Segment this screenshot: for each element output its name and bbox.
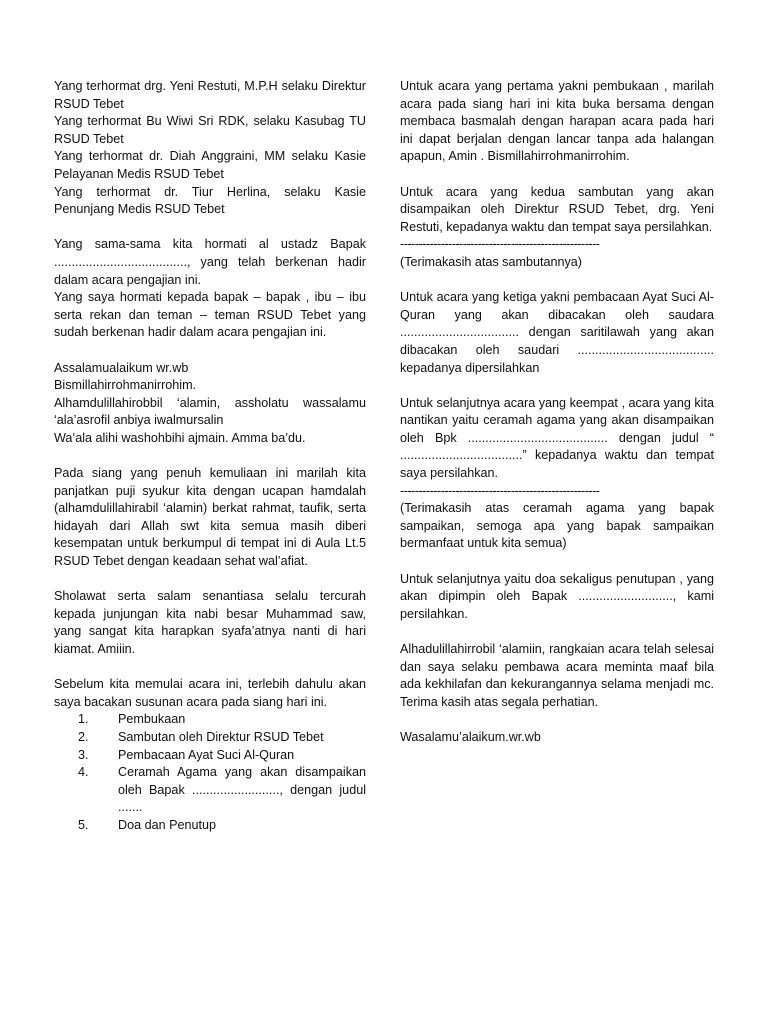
greeting-line: Yang terhormat dr. Diah Anggraini, MM selaku Kasie Pelayanan Medis RSUD Tebet [54,149,366,181]
agenda-text: Sambutan oleh Direktur RSUD Tebet [118,729,324,744]
agenda-number: 2. [78,729,89,744]
agenda-number: 5. [78,817,89,832]
greeting-line: Yang terhormat drg. Yeni Restuti, M.P.H selaku Direktur RSUD Tebet [54,79,366,111]
thanks-ceramah: (Terimakasih atas ceramah agama yang bapak sampaikan, semoga apa yang bapak sampaikan bermanfaat untuk kita semua) [400,501,714,551]
ceramah-paragraph: Untuk selanjutnya acara yang keempat , acara yang kita nantikan yaitu ceramah agama yang akan disampaikan oleh Bpk ........................................ dengan judul “ ...................................” kepadanya waktu dan tempat saya persilahkan. [400,395,714,481]
syukur-paragraph: Pada siang yang penuh kemuliaan ini marilah kita panjatkan puji syukur kita dengan ucapan hamdalah (alhamdulillahirabil ‘alamin) berkat rahmat, taufik, serta hidayah dari Allah swt kita semua masih diberi kesempatan untuk berkumpul di tempat ini di Aula Lt.5 RSUD Tebet dengan keadaan sehat wal’afiat. [54,466,366,569]
respect-paragraph: Yang saya hormati kepada bapak – bapak , ibu – ibu serta rekan dan teman – teman RSUD Tebet yang sudah berkenan hadir dalam acara pengajian ini. [54,290,366,340]
agenda-item [54,764,366,817]
agenda-text: Doa dan Penutup [118,817,217,832]
amma-badu-line: Wa’ala alihi washohbihi ajmain. Amma ba’du. [54,430,306,445]
left-column [54,78,366,835]
sholawat-paragraph: Sholawat serta salam senantiasa selalu tercurah kepada junjungan kita nabi besar Muhammad saw, yang sangat kita harapkan syafa’atnya nanti di hari kiamat. Amiiin. [54,589,366,656]
respect-paragraph: Yang sama-sama kita hormati al ustadz Bapak ......................................, yang telah berkenan hadir dalam acara pengajian ini. [54,237,366,287]
agenda-item [54,729,366,747]
dashed-divider: ------------------------------------------------------ [400,237,600,252]
agenda-list [54,711,366,834]
agenda-number: 1. [78,712,89,727]
agenda-text: Pembacaan Ayat Suci Al-Quran [118,747,295,762]
agenda-text: Ceramah Agama yang akan disampaikan oleh Bapak ........................., dengan judul ....... [118,765,366,815]
agenda-number: 3. [78,747,89,762]
greeting-line: Yang terhormat dr. Tiur Herlina, selaku Kasie Penunjang Medis RSUD Tebet [54,184,366,217]
tilawah-paragraph: Untuk acara yang ketiga yakni pembacaan Ayat Suci Al-Quran yang akan dibacakan oleh saudara .................................. dengan saritilawah yang akan dibacakan oleh saudari ....................................... kepadanya dipersilahkan [400,290,714,375]
thanks-sambutan: (Terimakasih atas sambutannya) [400,254,582,269]
closing-paragraph: Alhadulillahirrobil ‘alamiin, rangkaian acara telah selesai dan saya selaku pembawa acara meminta maaf bila ada kekhilafan dan kekurangannya selama menjadi mc. Terima kasih atas segala perhatian. [400,642,714,709]
agenda-item [54,817,366,835]
agenda-text: Pembukaan [118,712,186,727]
right-column [400,78,714,747]
greeting-line: Yang terhormat Bu Wiwi Sri RDK, selaku Kasubag TU RSUD Tebet [54,114,366,146]
pembukaan-paragraph: Untuk acara yang pertama yakni pembukaan , marilah acara pada siang hari ini kita buka bersama dengan membaca basmalah dengan harapan acara pada hari ini dapat berjalan dengan lancar tanpa ada halangan apapun, Amin . Bismillahirrohmanirrohim. [400,79,714,164]
doa-penutup-paragraph: Untuk selanjutnya yaitu doa sekaligus penutupan , yang akan dipimpin oleh Bapak ..........................., kami persilahkan. [400,571,714,621]
agenda-item [54,711,366,729]
agenda-item [54,747,366,765]
hamdalah-line: Alhamdulillahirobbil ‘alamin, assholatu wassalamu ‘ala’asrofil anbiya iwalmursalin [54,395,366,428]
basmalah-line: Bismillahirrohmanirrohim. [54,378,197,393]
sambutan-paragraph: Untuk acara yang kedua sambutan yang akan disampaikan oleh Direktur RSUD Tebet, drg. Yeni Restuti, kepadanya waktu dan tempat saya persilahkan. [400,184,714,234]
salam-line: Assalamualaikum wr.wb [54,360,189,375]
susunan-acara-paragraph: Sebelum kita memulai acara ini, terlebih dahulu akan saya bacakan susunan acara pada siang hari ini. [54,677,366,709]
salam-penutup: Wasalamu’alaikum.wr.wb [400,729,541,744]
agenda-number: 4. [78,765,89,780]
dashed-divider: ------------------------------------------------------ [400,483,600,498]
